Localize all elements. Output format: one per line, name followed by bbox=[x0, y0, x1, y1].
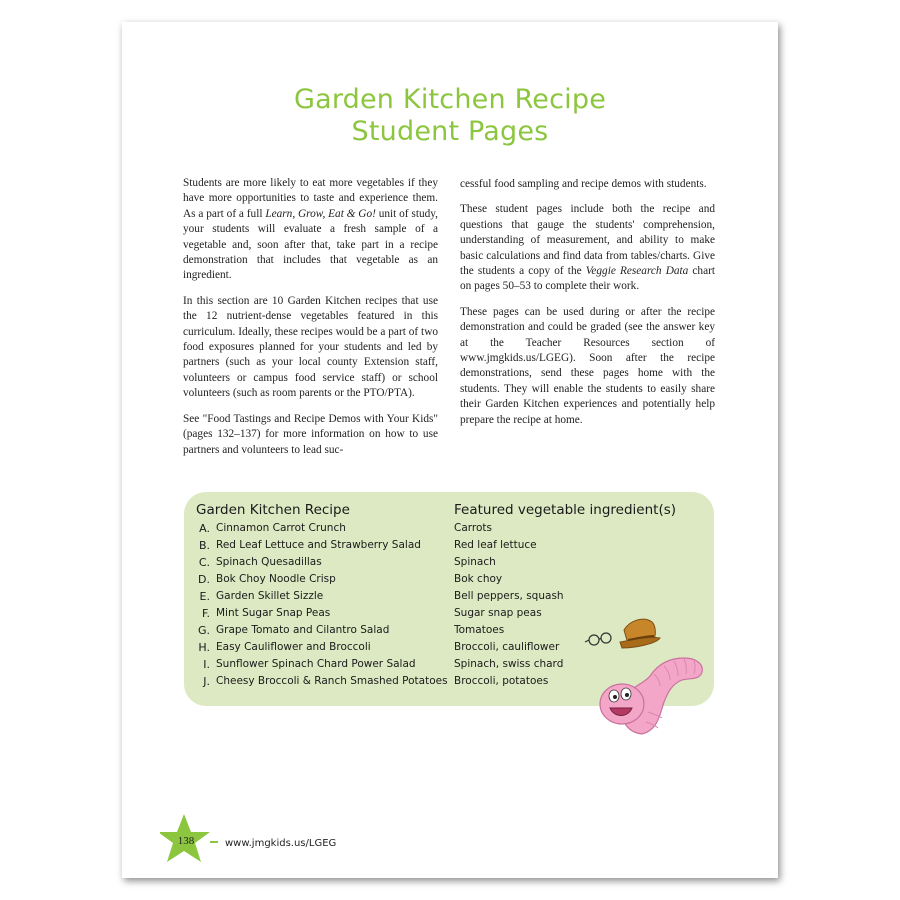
vegetable-name: Red leaf lettuce bbox=[454, 539, 537, 551]
recipe-name: Cinnamon Carrot Crunch bbox=[216, 522, 346, 534]
recipe-name: Garden Skillet Sizzle bbox=[216, 590, 324, 602]
row-letter: C. bbox=[198, 556, 210, 569]
page-title-line-2: Student Pages bbox=[351, 116, 549, 147]
recipe-name: Mint Sugar Snap Peas bbox=[216, 607, 331, 619]
vegetable-column-header: Featured vegetable ingredient(s) bbox=[454, 502, 677, 518]
right-paragraph-1: cessful food sampling and recipe demos with students. bbox=[460, 178, 707, 190]
recipe-name: Spinach Quesadillas bbox=[216, 556, 322, 568]
right-p2-text-a: These student pages include both the recipe and questions that gauge the students' comprehension, understanding of measurement, and ability to make basic calculations and find data from tables/charts. Give the students a copy of the bbox=[460, 203, 715, 278]
right-column bbox=[460, 177, 715, 438]
recipe-name: Bok Choy Noodle Crisp bbox=[216, 573, 336, 585]
page-number: 138 bbox=[177, 835, 195, 847]
vegetable-name: Tomatoes bbox=[454, 624, 505, 636]
recipe-column-header: Garden Kitchen Recipe bbox=[196, 502, 350, 518]
right-p2-emphasis: Veggie Research Data bbox=[585, 265, 689, 278]
page-title-line-1: Garden Kitchen Recipe bbox=[293, 84, 607, 115]
vegetable-name: Spinach bbox=[454, 556, 496, 568]
right-paragraph-3: These pages can be used during or after the recipe demonstration and could be graded (see the answer key at the Teacher Resources section of www.jmgkids.us/LGEG). Soon after the recipe demonstrations, send these pages home with the students. They will enable the students to easily share their Garden Kitchen experiences and potentially help prepare the recipe at home. bbox=[460, 305, 715, 426]
recipe-name: Cheesy Broccoli & Ranch Smashed Potatoes bbox=[216, 675, 448, 687]
row-letter: F. bbox=[201, 607, 210, 620]
vegetable-name: Sugar snap peas bbox=[454, 607, 542, 619]
row-letter: A. bbox=[199, 522, 210, 535]
vegetable-name: Carrots bbox=[454, 522, 492, 534]
vegetable-name: Bell peppers, squash bbox=[454, 590, 564, 602]
right-paragraph-2 bbox=[460, 202, 715, 294]
row-letter: I. bbox=[203, 658, 210, 671]
vegetable-name: Broccoli, cauliflower bbox=[454, 641, 560, 653]
row-letter: H. bbox=[198, 641, 210, 654]
recipe-name: Grape Tomato and Cilantro Salad bbox=[216, 624, 390, 636]
row-letter: D. bbox=[198, 573, 210, 586]
left-column bbox=[183, 176, 438, 468]
left-p1-emphasis: Learn, Grow, Eat & Go! bbox=[265, 207, 376, 220]
recipe-name: Sunflower Spinach Chard Power Salad bbox=[216, 658, 416, 670]
right-p2-text-b: chart on pages 50–53 to complete their work. bbox=[460, 265, 715, 293]
left-paragraph-1 bbox=[183, 176, 438, 284]
worm-mascot-icon bbox=[584, 614, 714, 739]
row-letter: J. bbox=[203, 675, 210, 688]
footer-url[interactable]: www.jmgkids.us/LGEG bbox=[225, 838, 337, 849]
document-page bbox=[122, 22, 778, 878]
recipe-name: Easy Cauliflower and Broccoli bbox=[216, 641, 371, 653]
vegetable-name: Spinach, swiss chard bbox=[454, 658, 564, 670]
left-p1-text-b: unit of study, your students will evaluate a fresh sample of a vegetable and, soon after that, take part in a recipe demonstration that includes that vegetable as an ingredient. bbox=[183, 207, 438, 282]
left-paragraph-3: See "Food Tastings and Recipe Demos with Your Kids" (pages 132–137) for more information on how to use partners and volunteers to lead suc- bbox=[183, 412, 438, 456]
row-letter: B. bbox=[198, 539, 210, 552]
left-paragraph-2: In this section are 10 Garden Kitchen recipes that use the 12 nutrient-dense vegetables featured in this curriculum. Ideally, these recipes would be a part of two food exposures planned for your students and led by partners (such as your local county Extension staff, volunteers or campus food service staff) or school volunteers (such as room parents or the PTO/PTA). bbox=[183, 294, 438, 400]
left-p1-text-a: Students are more likely to eat more vegetables if they have more opportunities to taste and experience them. As a part of a full bbox=[183, 177, 438, 220]
vegetable-name: Bok choy bbox=[454, 573, 503, 585]
page-title bbox=[122, 84, 778, 148]
vegetable-name: Broccoli, potatoes bbox=[454, 675, 549, 687]
recipe-name: Red Leaf Lettuce and Strawberry Salad bbox=[216, 539, 421, 551]
row-letter: E. bbox=[199, 590, 210, 603]
row-letter: G. bbox=[197, 624, 210, 637]
